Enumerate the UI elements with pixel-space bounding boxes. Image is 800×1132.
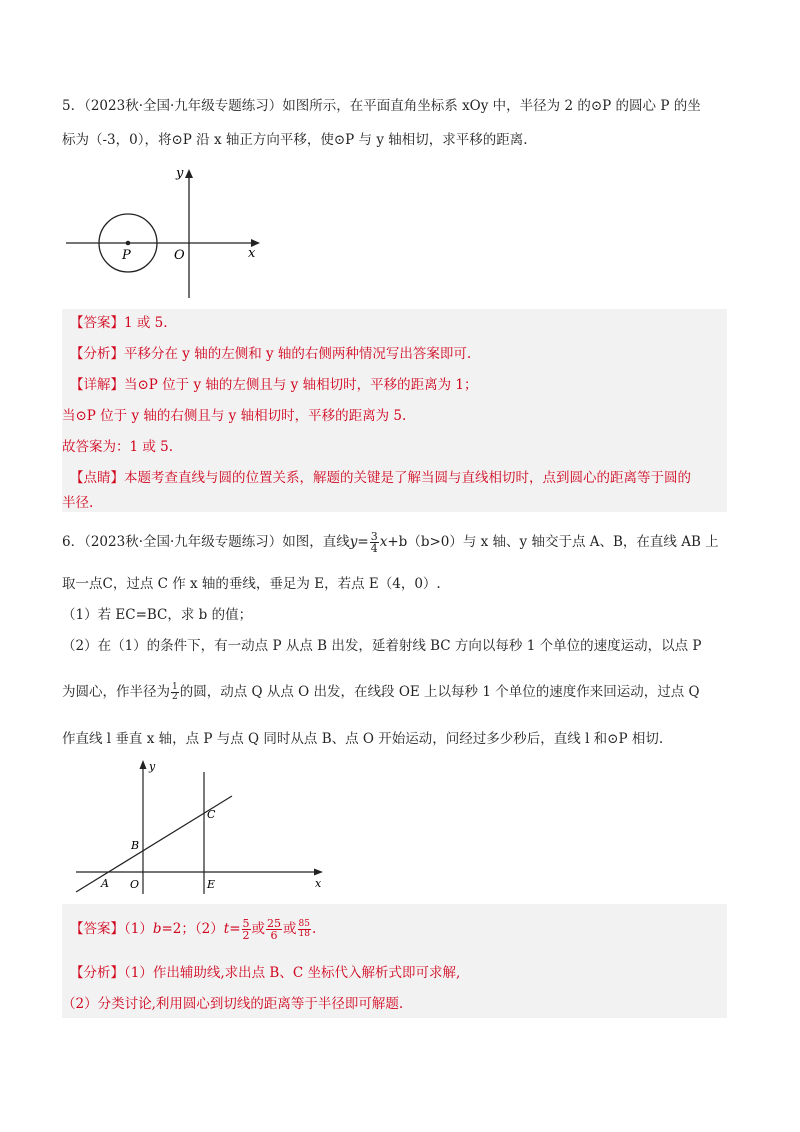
q5-y-label: y: [176, 166, 184, 181]
answer-fraction-2: $\frac{25}{6}$: [267, 917, 281, 942]
q6-text-line5: 为圆心，作半径为 $\frac{1}{2}$ 的圆，动点 Q 从点 O 出发，在线段 OE 上以每秒 1 个单位的速度作来回运动，过点 Q: [62, 682, 700, 702]
q6-text-line6: 作直线 l 垂直 x 轴，点 P 与点 Q 同时从点 B、点 O 开始运动，问经过多少秒后，直线 l 和⊙P 相切.: [62, 731, 664, 747]
q6-x-label: x: [315, 877, 322, 890]
q5-text-line1: 5．（2023秋·全国·九年级专题练习）如图所示，在平面直角坐标系 xOy 中，半径为 2 的⊙P 的圆心 P 的坐: [62, 98, 701, 114]
q6-text-line1: 6．（2023秋·全国·九年级专题练习）如图，直线y= $\frac{3}{4}$ x+b（b>0）与 x 轴、y 轴交于点 A、B，在直线 AB 上: [62, 530, 719, 555]
q6-c-label: C: [207, 808, 216, 821]
q5-detail-line2: 当⊙P 位于 y 轴的右侧且与 y 轴相切时，平移的距离为 5.: [62, 408, 407, 424]
q6-text-line3: （1）若 EC=BC，求 b 的值；: [62, 607, 253, 623]
q5-detail-line3: 故答案为：1 或 5.: [62, 439, 174, 455]
slope-fraction: $\frac{3}{4}$: [370, 530, 378, 555]
q6-text-line2: 取一点C，过点 C 作 x 轴的垂线，垂足为 E，若点 E（4，0）.: [62, 576, 441, 592]
q6-origin-label: O: [130, 878, 140, 891]
q6-analysis-line1: 【分析】（1）作出辅助线,求出点 B、C 坐标代入解析式即可求解,: [70, 965, 461, 981]
radius-fraction: $\frac{1}{2}$: [172, 682, 178, 702]
q5-origin-label: O: [174, 248, 185, 263]
q6-text-line4: （2）在（1）的条件下，有一动点 P 从点 B 出发，延着射线 BC 方向以每秒 1 个单位的速度运动，以点 P: [62, 638, 702, 654]
answer-fraction-3: $\frac{85}{18}$: [298, 919, 310, 939]
q5-p-label: P: [122, 248, 131, 263]
q5-x-label: x: [248, 246, 256, 261]
q5-comment-line2: 半径.: [62, 495, 94, 511]
q5-analysis: 【分析】平移分在 y 轴的左侧和 y 轴的右侧两种情况写出答案即可.: [70, 346, 472, 362]
q5-text-line2: 标为（-3，0），将⊙P 沿 x 轴正方向平移，使⊙P 与 y 轴相切，求平移的距离.: [62, 132, 528, 148]
q6-analysis-line2: （2）分类讨论,利用圆心到切线的距离等于半径即可解题.: [62, 996, 404, 1012]
q6-figure: [70, 756, 335, 896]
q5-figure: [66, 160, 266, 300]
q6-y-label: y: [149, 760, 156, 773]
q5-answer-block: [62, 309, 727, 512]
q5-detail-line1: 【详解】当⊙P 位于 y 轴的左侧且与 y 轴相切时，平移的距离为 1；: [70, 377, 478, 393]
q5-answer: 【答案】1 或 5.: [70, 315, 168, 331]
q5-comment-line1: 【点睛】本题考查直线与圆的位置关系，解题的关键是了解当圆与直线相切时，点到圆心的距离等于圆的: [70, 470, 691, 486]
q6-answer-block: [62, 904, 727, 1018]
answer-fraction-1: $\frac{5}{2}$: [242, 917, 250, 942]
q6-answer: 【答案】（1）b=2；（2）t= $\frac{5}{2}$ 或 $\frac{25}{6}$ 或 $\frac{85}{18}$ .: [70, 917, 317, 942]
q6-e-label: E: [207, 878, 216, 891]
q6-a-label: A: [101, 877, 109, 890]
q6-b-label: B: [131, 839, 140, 852]
